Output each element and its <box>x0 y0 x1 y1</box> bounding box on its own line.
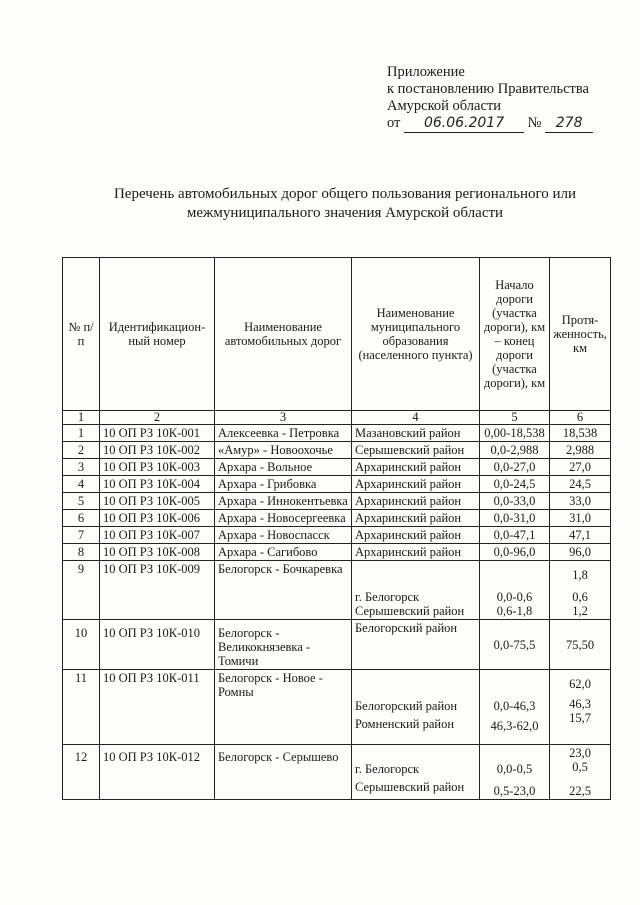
sub-length: 0,5 <box>572 760 588 774</box>
sub-municipality: г. Белогорск <box>355 590 420 604</box>
sub-range: 0,0-0,5 <box>496 762 533 776</box>
row-road: Алексеевка - Петровка <box>215 425 352 442</box>
col-number: 2 <box>100 411 215 425</box>
sub-municipality: Белогорский район <box>355 699 458 713</box>
table-row <box>63 745 611 800</box>
row-range: 0,00-18,538 <box>480 425 550 442</box>
row-id: 10 ОП РЗ 10К-008 <box>100 544 215 561</box>
table-row <box>63 459 611 476</box>
row-municipality: Архаринский район <box>352 476 480 493</box>
row-num: 5 <box>63 493 100 510</box>
sub-range: 0,0-0,6 <box>496 590 533 604</box>
table-row <box>63 493 611 510</box>
table-row <box>63 620 611 670</box>
handwritten-number: 278 <box>545 115 593 133</box>
row-id: 10 ОП РЗ 10К-009 <box>100 561 215 620</box>
table-row <box>63 561 611 620</box>
appendix-block <box>387 64 593 133</box>
row-id: 10 ОП РЗ 10К-002 <box>100 442 215 459</box>
header-road: Наименование автомобильных дорог <box>215 258 352 411</box>
row-id: 10 ОП РЗ 10К-004 <box>100 476 215 493</box>
row-total-length: 1,8 <box>572 568 588 582</box>
col-number: 4 <box>352 411 480 425</box>
row-num: 3 <box>63 459 100 476</box>
row-range-group <box>480 745 550 800</box>
header-municipality: Наименование муниципального образования (населенного пункта) <box>352 258 480 411</box>
col-number: 1 <box>63 411 100 425</box>
header-row <box>63 258 611 411</box>
table-row <box>63 425 611 442</box>
sub-range: 46,3-62,0 <box>490 719 539 733</box>
header-id: Идентификацион-ный номер <box>100 258 215 411</box>
table-row <box>63 527 611 544</box>
row-municipality: Архаринский район <box>352 493 480 510</box>
appendix-line-3: Амурской области <box>387 98 501 114</box>
sub-municipality: Ромненский район <box>355 717 455 731</box>
sub-length: 46,3 <box>569 697 591 711</box>
header-num: № п/п <box>63 258 100 411</box>
roads-table <box>62 257 611 800</box>
row-range-group <box>480 561 550 620</box>
title-line-2: межмуниципального значения Амурской области <box>186 205 504 221</box>
row-length: 47,1 <box>550 527 611 544</box>
row-length: 24,5 <box>550 476 611 493</box>
row-length: 18,538 <box>550 425 611 442</box>
row-length-group <box>550 745 611 800</box>
sub-length: 15,7 <box>569 711 591 725</box>
row-range: 0,0-2,988 <box>480 442 550 459</box>
row-num: 2 <box>63 442 100 459</box>
row-range: 0,0-33,0 <box>480 493 550 510</box>
row-num: 1 <box>63 425 100 442</box>
row-total-length: 23,0 <box>569 746 591 760</box>
table-row <box>63 510 611 527</box>
row-num: 7 <box>63 527 100 544</box>
row-id: 10 ОП РЗ 10К-001 <box>100 425 215 442</box>
header-length: Протя-женность, км <box>550 258 611 411</box>
row-num: 10 <box>63 620 100 670</box>
row-length: 33,0 <box>550 493 611 510</box>
table-row <box>63 442 611 459</box>
row-num: 12 <box>63 745 100 800</box>
sub-municipality: Серышевский район <box>355 780 465 794</box>
row-length-group <box>550 670 611 745</box>
row-municipality: Серышевский район <box>352 442 480 459</box>
row-municipality-group <box>352 745 480 800</box>
row-range: 0,0-31,0 <box>480 510 550 527</box>
row-length: 31,0 <box>550 510 611 527</box>
row-road: Архара - Новосергеевка <box>215 510 352 527</box>
row-num: 4 <box>63 476 100 493</box>
row-municipality: Мазановский район <box>352 425 480 442</box>
row-num: 11 <box>63 670 100 745</box>
date-prefix: от <box>387 115 401 131</box>
row-road: Белогорск - Серышево <box>215 745 352 800</box>
col-number: 6 <box>550 411 611 425</box>
row-road: Белогорск - Новое - Ромны <box>215 670 352 745</box>
row-range: 0,0-96,0 <box>480 544 550 561</box>
row-length: 96,0 <box>550 544 611 561</box>
row-num: 6 <box>63 510 100 527</box>
row-num: 9 <box>63 561 100 620</box>
row-municipality: Архаринский район <box>352 459 480 476</box>
column-number-row <box>63 411 611 425</box>
sub-length: 0,6 <box>572 590 588 604</box>
number-prefix: № <box>527 115 542 131</box>
sub-length: 22,5 <box>569 784 591 798</box>
row-id: 10 ОП РЗ 10К-011 <box>100 670 215 745</box>
table-row <box>63 670 611 745</box>
row-municipality: Архаринский район <box>352 544 480 561</box>
row-range-group <box>480 670 550 745</box>
row-id: 10 ОП РЗ 10К-005 <box>100 493 215 510</box>
row-municipality: Архаринский район <box>352 510 480 527</box>
sub-length: 1,2 <box>572 604 588 618</box>
appendix-date-line <box>387 115 593 133</box>
row-road: Архара - Сагибово <box>215 544 352 561</box>
row-id: 10 ОП РЗ 10К-012 <box>100 745 215 800</box>
row-range: 0,0-75,5 <box>480 620 550 670</box>
document-title <box>60 185 630 223</box>
row-range: 0,0-24,5 <box>480 476 550 493</box>
row-road: Архара - Иннокентьевка <box>215 493 352 510</box>
sub-range: 0,5-23,0 <box>493 784 536 798</box>
appendix-line-2: к постановлению Правительства <box>387 81 589 97</box>
row-road: Белогорск - Бочкаревка <box>215 561 352 620</box>
sub-range: 0,0-46,3 <box>493 699 536 713</box>
col-number: 3 <box>215 411 352 425</box>
row-municipality-group <box>352 670 480 745</box>
title-line-1: Перечень автомобильных дорог общего пользования регионального или <box>113 186 577 202</box>
row-road: Белогорск - Великокнязевка - Томичи <box>215 620 352 670</box>
row-municipality: Архаринский район <box>352 527 480 544</box>
row-num: 8 <box>63 544 100 561</box>
row-id: 10 ОП РЗ 10К-003 <box>100 459 215 476</box>
row-range: 0,0-47,1 <box>480 527 550 544</box>
row-id: 10 ОП РЗ 10К-006 <box>100 510 215 527</box>
row-range: 0,0-27,0 <box>480 459 550 476</box>
header-start-end: Начало дороги (участка дороги), км – конец дороги (участка дороги), км <box>480 258 550 411</box>
sub-municipality: Серышевский район <box>355 604 465 618</box>
row-length: 2,988 <box>550 442 611 459</box>
row-length: 27,0 <box>550 459 611 476</box>
row-total-length: 62,0 <box>569 677 591 691</box>
row-road: Архара - Новоспасск <box>215 527 352 544</box>
handwritten-date: 06.06.2017 <box>404 115 524 133</box>
appendix-line-1: Приложение <box>387 64 465 80</box>
sub-municipality: г. Белогорск <box>355 762 420 776</box>
row-id: 10 ОП РЗ 10К-010 <box>100 620 215 670</box>
row-length-group <box>550 561 611 620</box>
row-municipality: Белогорский район <box>352 620 480 670</box>
table-row <box>63 476 611 493</box>
row-municipality-group <box>352 561 480 620</box>
sub-range: 0,6-1,8 <box>496 604 533 618</box>
row-length: 75,50 <box>550 620 611 670</box>
row-road: Архара - Вольное <box>215 459 352 476</box>
row-id: 10 ОП РЗ 10К-007 <box>100 527 215 544</box>
table-row <box>63 544 611 561</box>
row-road: Архара - Грибовка <box>215 476 352 493</box>
col-number: 5 <box>480 411 550 425</box>
row-road: «Амур» - Новоохочье <box>215 442 352 459</box>
